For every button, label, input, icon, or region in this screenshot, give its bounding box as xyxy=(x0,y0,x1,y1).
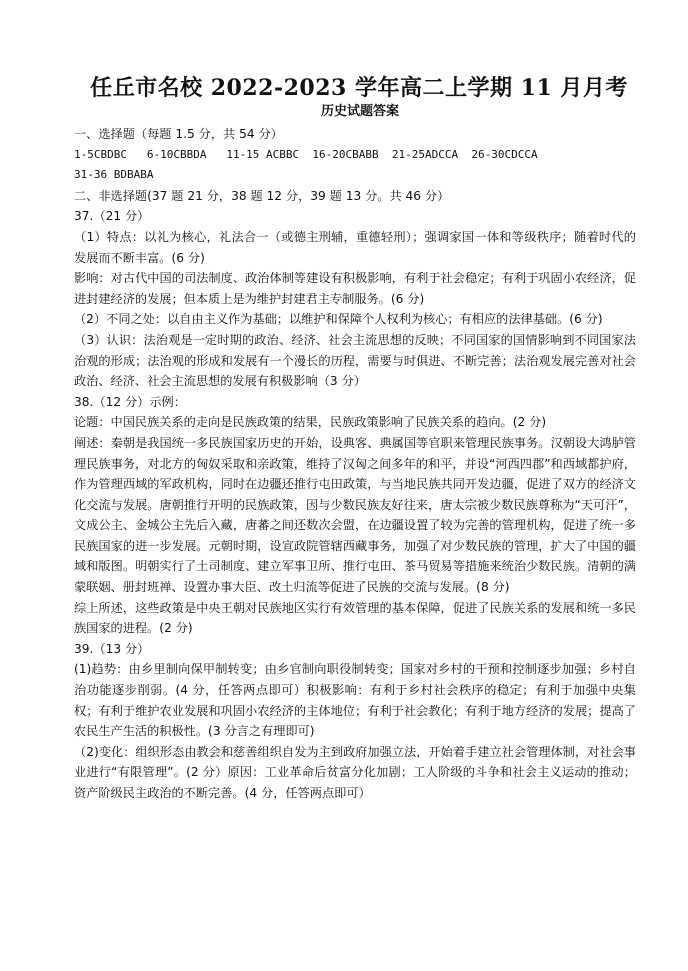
q38-label: 38.（12 分）示例： xyxy=(74,394,186,409)
q37-impact: 影响：对古代中国的司法制度、政治体制等建设有积极影响，有利于社会稳定；有利于巩固小农经济，促进封建经济的发展；但本质上是为维护封建君主专制服务。(6 分) xyxy=(74,271,636,306)
answers-line-2: 31-36 BDBABA xyxy=(74,168,154,182)
section1-heading: 一、选择题（每题 1.5 分，共 54 分） xyxy=(74,127,283,141)
q39-part2: （2)变化：组织形态由教会和慈善组织自发为主到政府加强立法，开始着手建立社会管理体制，对社会事业进行“有限管理”。(2 分）原因：工业革命后贫富分化加剧；工人阶级的斗争和社会主义运动的推动；资产阶级民主政治的不断完善。(4 分，任答两点即可） xyxy=(74,744,636,800)
page-subtitle: 历史试题答案 xyxy=(320,104,399,119)
q38-conclusion: 综上所述，这些政策是中央王朝对民族地区实行有效管理的基本保障，促进了民族关系的发展和统一多民族国家的进程。(2 分) xyxy=(74,600,636,636)
q38-elaboration: 阐述：秦朝是我国统一多民族国家历史的开始，设典客、典属国等官职来管理民族事务。汉朝设大鸿胪管理民族事务，对北方的匈奴采取和亲政策，维持了汉匈之间多年的和平，并设“河西四郡”和西域都护府，作为管理西域的军政机构，同时在边疆还推行屯田政策，与当地民族共同开发边疆，促进了双方的经济文化交流与发展。唐朝推行开明的民族政策，因与少数民族友好往来，唐太宗被少数民族尊称为“天可汗”，文成公主、金城公主先后入藏，唐蕃之间还数次会盟，在边疆设置了较为完善的管理机构，促进了统一多民族国家的进一步发展。元朝时期，设宣政院管辖西藏事务，加强了对少数民族的管理，扩大了中国的疆域和版图。明朝实行了土司制度、建立军事卫所、推行屯田、茶马贸易等措施来统治少数民族。清朝的满蒙联姻、册封班禅、设置办事大臣、改土归流等促进了民族的交流与发展。(8 分) xyxy=(74,435,636,595)
q37-part2: （2）不同之处：以自由主义作为基础；以维护和保障个人权利为核心；有相应的法律基础。(6 分) xyxy=(74,312,603,327)
q37-label: 37.（21 分） xyxy=(74,209,150,224)
q38-thesis: 论题：中国民族关系的走向是民族政策的结果，民族政策影响了民族关系的趋向。(2 分) xyxy=(74,415,547,430)
q37-part3: （3）认识：法治观是一定时期的政治、经济、社会主流思想的反映；不同国家的国情影响到不同国家法治观的形成；法治观的形成和发展有一个漫长的历程，需要与时俱进、不断完善；法治观发展完善对社会政治、经济、社会主流思想的发展有积极影响（3 分） xyxy=(74,332,636,389)
q37-part1: （1）特点：以礼为核心，礼法合一（或德主刑辅，重德轻刑）；强调家国一体和等级秩序；随着时代的发展而不断丰富。(6 分) xyxy=(74,229,636,265)
section2-heading: 二、非选择题(37 题 21 分，38 题 12 分，39 题 13 分。共 46 分） xyxy=(74,188,450,203)
q39-label: 39.（13 分） xyxy=(74,641,150,656)
q39-part1: (1)趋势：由乡里制向保甲制转变；由乡官制向职役制转变；国家对乡村的干预和控制逐步加强；乡村自治功能逐步削弱。(4 分，任答两点即可）积极影响：有利于乡村社会秩序的稳定；有利于加强中央集权；有利于维护农业发展和巩固小农经济的主体地位；有利于社会教化；有利于地方经济的发展；提高了农民生产生活的积极性。(3 分言之有理即可) xyxy=(74,662,636,739)
page-title: 任丘市名校 2022-2023 学年高二上学期 11 月月考 xyxy=(90,75,628,101)
answers-line-1: 1-5CBDBC 6-10CBBDA 11-15 ACBBC 16-20CBABB 21-25ADCCA 26-30CDCCA xyxy=(74,147,538,161)
